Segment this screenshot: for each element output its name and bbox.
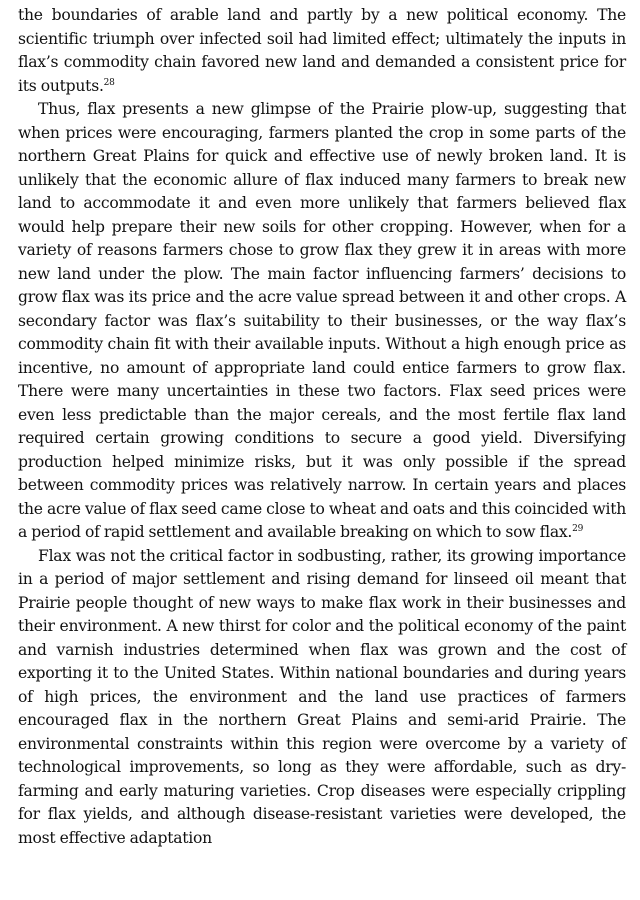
footnote-marker-28[interactable]: 28 — [103, 77, 115, 88]
paragraph-3 — [18, 545, 626, 851]
footnote-marker-29[interactable]: 29 — [572, 523, 584, 534]
paragraph-1 — [18, 4, 626, 98]
paragraph-1-text: the boundaries of arable land and partly by a new political economy. The scientific triumph over infected soil had limited effect; ultimately the inputs in flax’s commodity chain favored new land and demanded a consistent price for its outputs. — [18, 6, 626, 95]
paragraph-2 — [18, 98, 626, 545]
paragraph-3-text: Flax was not the critical factor in sodbusting, rather, its growing importance in a period of major settlement and rising demand for linseed oil meant that Prairie people thought of new ways to make flax work in their businesses and their environment. A new thirst for color and the political economy of the paint and varnish industries determined when flax was grown and the cost of exporting it to the United States. Within national boundaries and during years of high prices, the environment and the land use practices of farmers encouraged flax in the northern Great Plains and semi-arid Prairie. The environmental constraints within this region were overcome by a variety of technological improvements, so long as they were affordable, such as dry-farming and early maturing varieties. Crop diseases were especially crippling for flax yields, and although disease-resistant varieties were developed, the most effective adaptation — [18, 546, 626, 847]
paragraph-2-text: Thus, flax presents a new glimpse of the Prairie plow-up, suggesting that when prices were encouraging, farmers planted the crop in some parts of the northern Great Plains for quick and effective use of newly broken land. It is unlikely that the economic allure of flax induced many farmers to break new land to accommodate it and even more unlikely that farmers believed flax would help prepare their new soils for other cropping. However, when for a variety of reasons farmers chose to grow flax they grew it in areas with more new land under the plow. The main factor influencing farmers’ decisions to grow flax was its price and the acre value spread between it and other crops. A secondary factor was flax’s suitability to their businesses, or the way flax’s commodity chain fit with their available inputs. Without a high enough price as incentive, no amount of appropriate land could entice farmers to grow flax. There were many uncertainties in these two factors. Flax seed prices were even less predictable than the major cereals, and the most fertile flax land required certain growing conditions to secure a good yield. Diversifying production helped minimize risks, but it was only possible if the spread between commodity prices was relatively narrow. In certain years and places the acre value of flax seed came close to wheat and oats and this coincided with a period of rapid settlement and available breaking on which to sow flax. — [18, 100, 626, 541]
document-page — [18, 4, 626, 850]
